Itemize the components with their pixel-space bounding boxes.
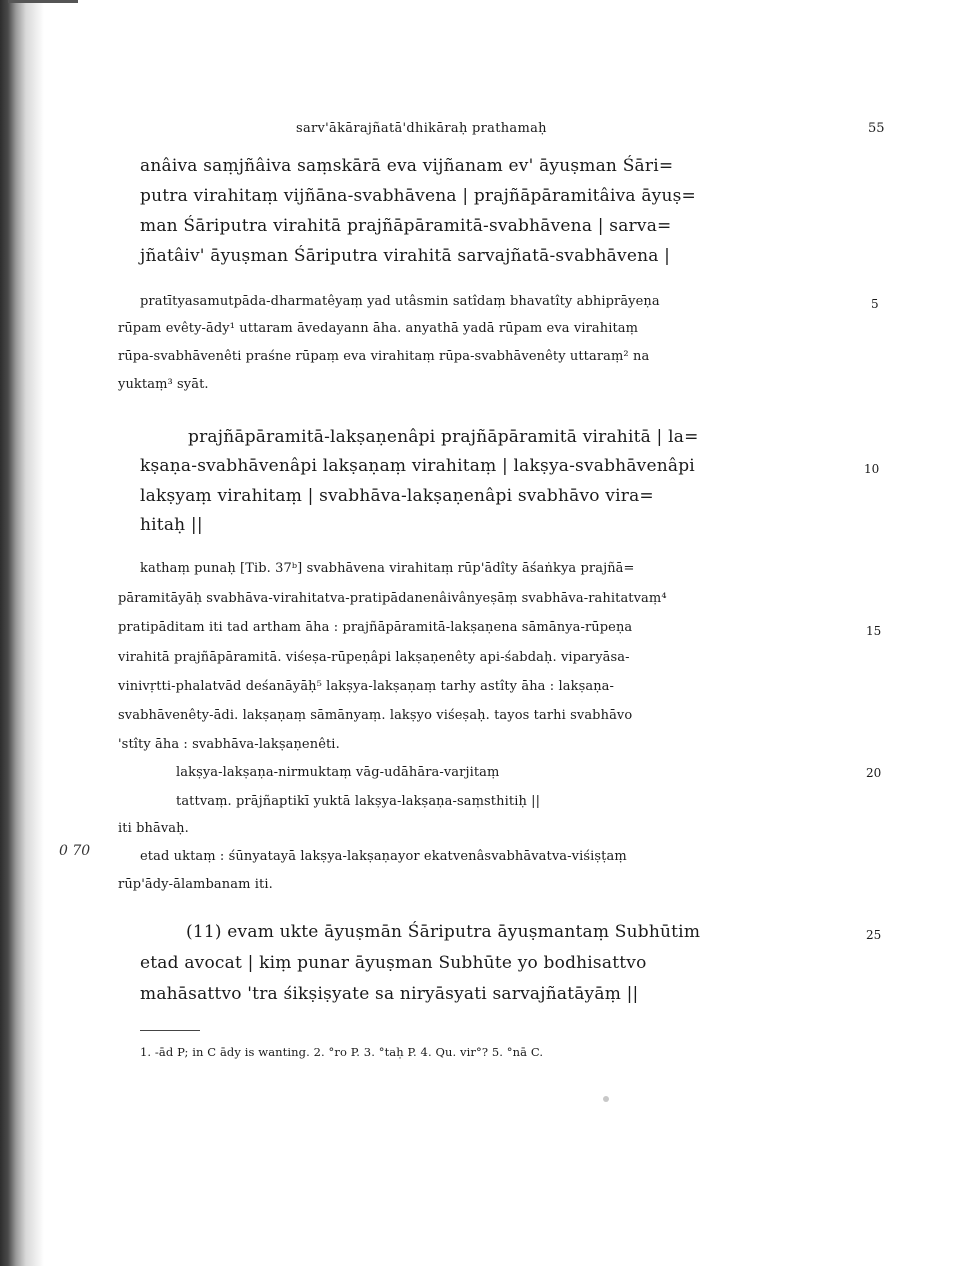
margin-note: 0 70 xyxy=(59,843,91,859)
text-line: prajñāpāramitā-lakṣaṇenâpi prajñāpāramitā virahitā | la= xyxy=(188,427,699,447)
text-line: pratipāditam iti tad artham āha : prajñāpāramitā-lakṣaṇena sāmānya-rūpeṇa xyxy=(118,620,633,635)
footnotes: 1. -ād P; in C ādy is wanting. 2. °ro P. 3. °taḥ P. 4. Qu. vir°? 5. °nā C. xyxy=(140,1045,544,1059)
text-line: virahitā prajñāpāramitā. viśeṣa-rūpeṇâpi lakṣaṇenêty api-śabdaḥ. viparyāsa- xyxy=(118,650,630,665)
text-line: putra virahitaṃ vijñāna-svabhāvena | prajñāpāramitâiva āyuṣ= xyxy=(140,186,696,206)
text-line: hitaḥ || xyxy=(140,515,203,535)
text-line: tattvaṃ. prājñaptikī yuktā lakṣya-lakṣaṇa-saṃsthitiḥ || xyxy=(176,794,541,809)
line-number: 5 xyxy=(871,297,879,311)
text-line: lakṣya-lakṣaṇa-nirmuktaṃ vāg-udāhāra-varjitaṃ xyxy=(176,765,500,780)
text-line: man Śāriputra virahitā prajñāpāramitā-svabhāvena | sarva= xyxy=(140,216,672,236)
text-line: pāramitāyāḥ svabhāva-virahitatva-pratipādanenâivânyeṣāṃ svabhāva-rahitatvaṃ⁴ xyxy=(118,591,667,606)
text-line: pratītyasamutpāda-dharmatêyaṃ yad utâsmin satîdaṃ bhavatîty abhiprāyeṇa xyxy=(140,294,660,309)
text-line: yuktaṃ³ syāt. xyxy=(118,377,209,392)
scan-edge xyxy=(0,0,44,1266)
text-line: rūp'ādy-ālambanam iti. xyxy=(118,877,273,892)
text-line: lakṣyaṃ virahitaṃ | svabhāva-lakṣaṇenâpi svabhāvo vira= xyxy=(140,486,654,506)
text-line: etad avocat | kiṃ punar āyuṣman Subhūte yo bodhisattvo xyxy=(140,953,647,973)
footnote-rule xyxy=(140,1030,200,1031)
text-line: kṣaṇa-svabhāvenâpi lakṣaṇaṃ virahitaṃ | lakṣya-svabhāvenâpi xyxy=(140,456,695,476)
line-number: 10 xyxy=(864,462,880,476)
text-line: 'stîty āha : svabhāva-lakṣaṇenêti. xyxy=(118,737,340,752)
text-line: rūpam evêty-ādy¹ uttaram āvedayann āha. anyathā yadā rūpam eva virahitaṃ xyxy=(118,321,639,336)
text-line: (11) evam ukte āyuṣmān Śāriputra āyuṣmantaṃ Subhūtim xyxy=(186,922,701,942)
page-number: 55 xyxy=(868,121,885,136)
running-title: sarv'ākārajñatā'dhikāraḥ prathamaḥ xyxy=(296,121,547,136)
text-line: mahāsattvo 'tra śikṣiṣyate sa niryāsyati sarvajñatāyāṃ || xyxy=(140,984,639,1004)
text-line: vinivṛtti-phalatvād deśanāyāḥ⁵ lakṣya-lakṣaṇaṃ tarhy astîty āha : lakṣaṇa- xyxy=(118,679,615,694)
text-line: jñatâiv' āyuṣman Śāriputra virahitā sarvajñatā-svabhāvena | xyxy=(140,246,671,266)
text-line: iti bhāvaḥ. xyxy=(118,821,189,836)
scan-edge-mark xyxy=(8,0,78,3)
line-number: 25 xyxy=(866,928,882,942)
text-line: svabhāvenêty-ādi. lakṣaṇaṃ sāmānyaṃ. lakṣyo viśeṣaḥ. tayos tarhi svabhāvo xyxy=(118,708,633,723)
line-number: 15 xyxy=(866,624,882,638)
scan-speck xyxy=(603,1096,609,1102)
text-line: rūpa-svabhāvenêti praśne rūpaṃ eva virahitaṃ rūpa-svabhāvenêty uttaraṃ² na xyxy=(118,349,650,364)
line-number: 20 xyxy=(866,766,882,780)
text-line: etad uktaṃ : śūnyatayā lakṣya-lakṣaṇayor ekatvenâsvabhāvatva-viśiṣṭaṃ xyxy=(140,849,627,864)
text-line: anâiva saṃjñâiva saṃskārā eva vijñanam ev' āyuṣman Śāri= xyxy=(140,156,674,176)
text-line: kathaṃ punaḥ [Tib. 37ᵇ] svabhāvena virahitaṃ rūp'ādîty āśaṅkya prajñā= xyxy=(140,561,635,576)
